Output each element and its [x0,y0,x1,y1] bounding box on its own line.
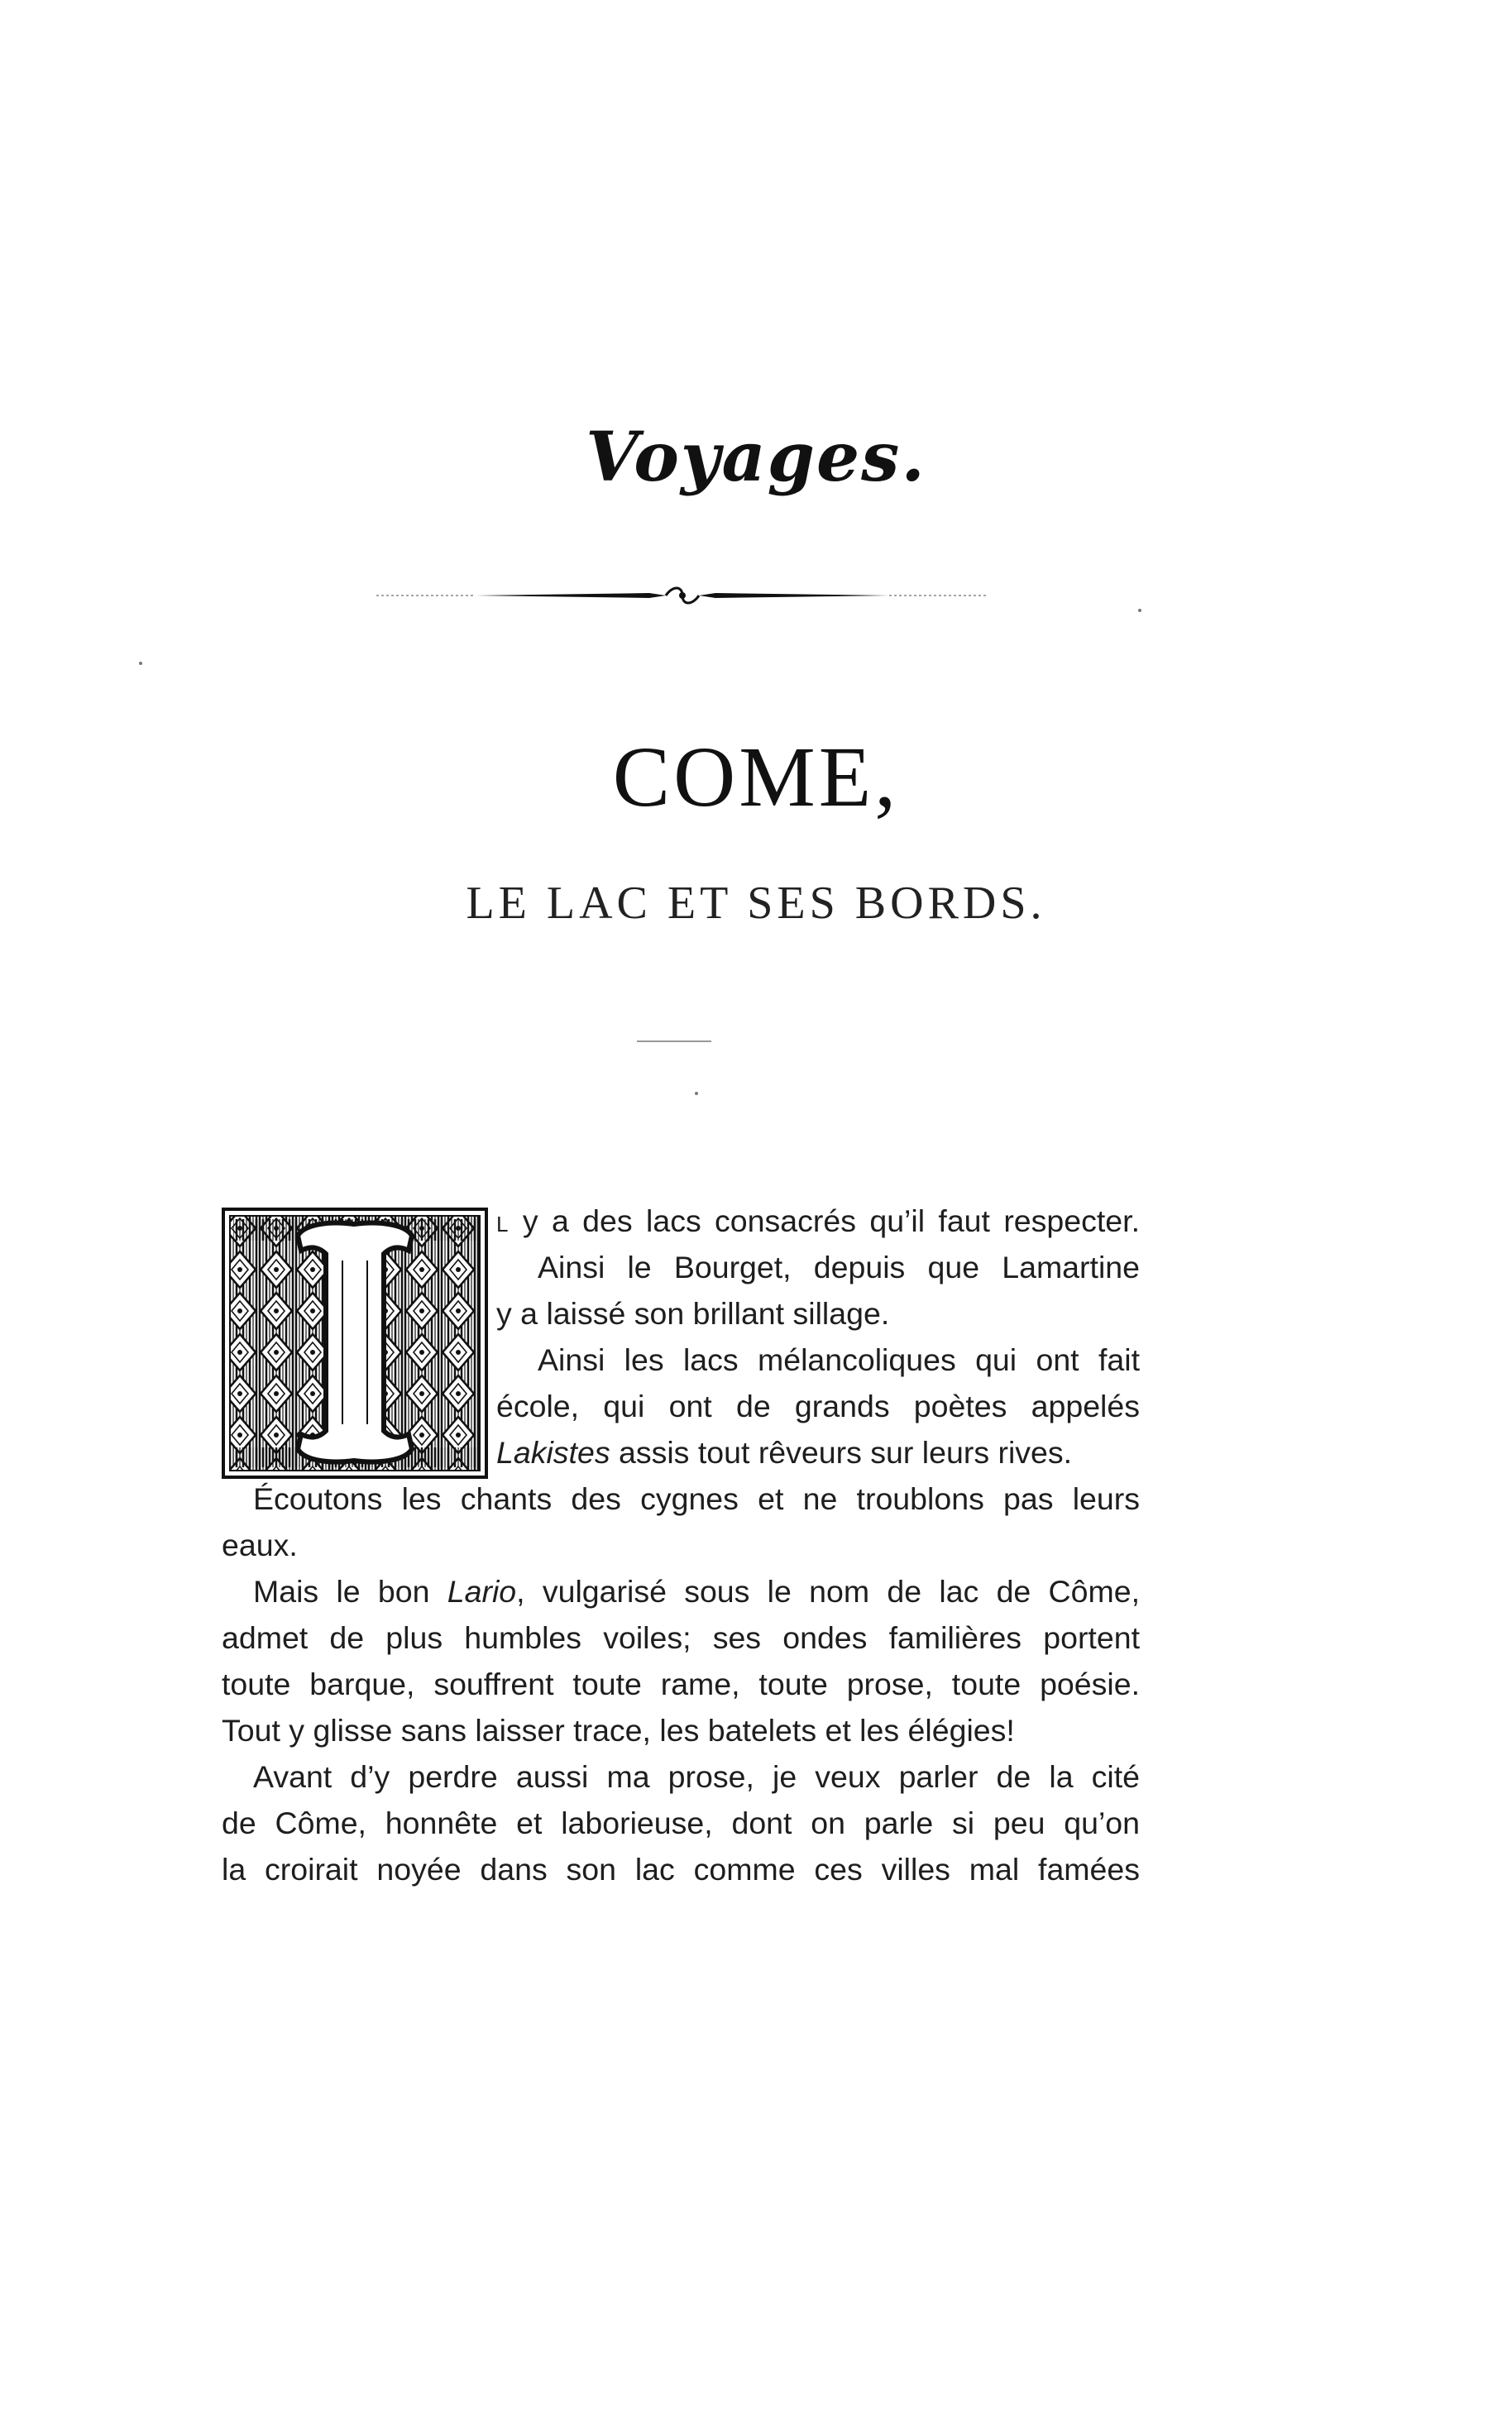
text-line: Ainsi les lacs mélancoliques qui ont fait [538,1342,1140,1377]
text-line: y a laissé son brillant sillage. [496,1296,890,1331]
text-line: toute barque, souffrent toute rame, toute prose, toute poésie. [222,1667,1140,1701]
text-line: L y a des lacs consacrés qu’il faut respecter. [496,1203,1140,1238]
text-line: Mais le bon Lario, vulgarisé sous le nom de lac de Côme, [253,1574,1141,1609]
text-line: de Côme, honnête et laborieuse, dont on parle si peu qu’on [222,1806,1140,1840]
text-line: Lakistes assis tout rêveurs sur leurs rives. [496,1435,1073,1470]
stray-dot [139,662,142,665]
chapter-subtitle: LE LAC ET SES BORDS. [466,878,1046,929]
text-line: Tout y glisse sans laisser trace, les batelets et les élégies! [222,1713,1015,1748]
section-title: Voyages. [586,418,926,497]
text-line: école, qui ont de grands poètes appelés [496,1389,1140,1423]
text-line: admet de plus humbles voiles; ses ondes familières portent [222,1620,1140,1655]
text-line: eaux. [222,1528,298,1562]
divider [637,1040,711,1042]
text-line: Avant d’y perdre aussi ma prose, je veux parler de la cité [253,1759,1140,1794]
stray-dot [1138,609,1141,612]
stray-dot [695,1092,698,1095]
text-line: Écoutons les chants des cygnes et ne troublons pas leurs [253,1481,1140,1516]
ornamental-rule-icon [376,579,988,612]
text-line: Ainsi le Bourget, depuis que Lamartine [538,1250,1140,1284]
chapter-title: COME, [612,729,900,825]
text-line: la croirait noyée dans son lac comme ces villes mal famées [222,1852,1140,1887]
body-text [222,1198,1140,1892]
